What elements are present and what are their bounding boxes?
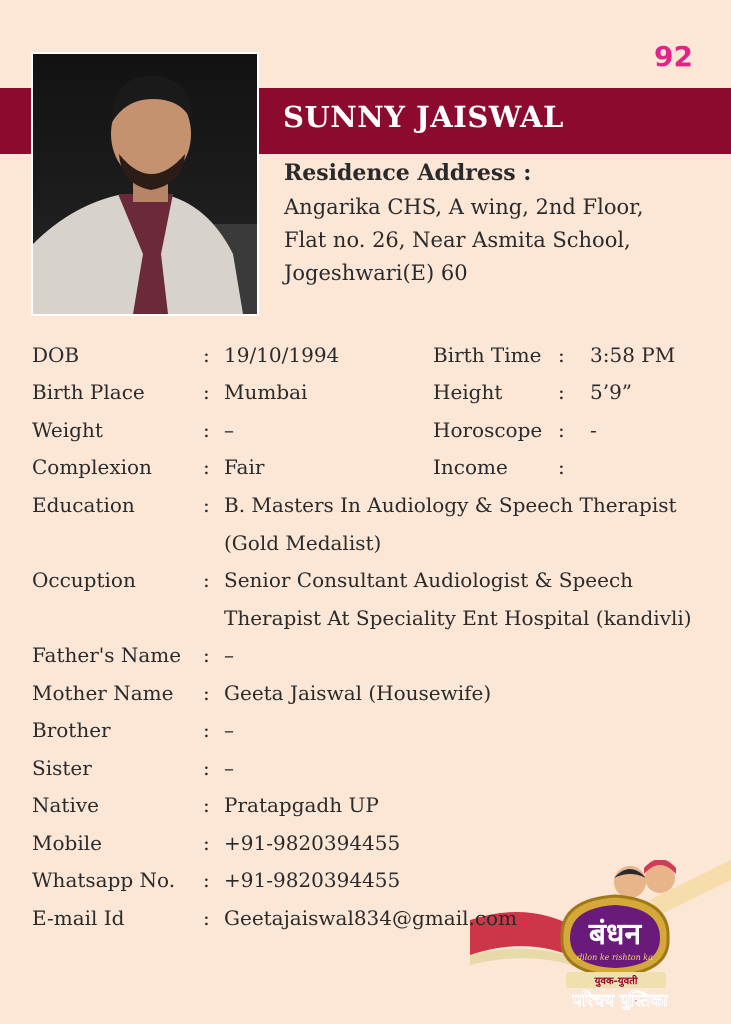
email-label: E-mail Id	[32, 906, 125, 930]
email-value: Geetajaiswal834@gmail.com	[224, 906, 518, 930]
weight-label: Weight	[32, 418, 103, 442]
colon: :	[203, 831, 210, 855]
occupation-value-line2: Therapist At Speciality Ent Hospital (kandivli)	[224, 606, 692, 630]
sister-value: –	[224, 756, 234, 780]
birth-place-label: Birth Place	[32, 380, 145, 404]
colon: :	[203, 906, 210, 930]
colon: :	[203, 681, 210, 705]
whatsapp-label: Whatsapp No.	[32, 868, 176, 892]
weight-value: –	[224, 418, 234, 442]
colon: :	[558, 455, 565, 479]
colon: :	[203, 718, 210, 742]
logo-caption: परिचय पुस्तिका	[572, 991, 668, 1010]
birth-place-value: Mumbai	[224, 380, 308, 404]
profile-photo	[31, 52, 259, 316]
colon: :	[203, 455, 210, 479]
bandhan-logo	[470, 860, 731, 1010]
occupation-value: Senior Consultant Audiologist & Speech	[224, 568, 634, 592]
logo-tagline: dilon ke rishton ka	[577, 953, 653, 962]
education-value-line2: (Gold Medalist)	[224, 531, 382, 555]
education-label: Education	[32, 493, 135, 517]
horoscope-label: Horoscope	[433, 418, 543, 442]
colon: :	[558, 380, 565, 404]
father-name-value: –	[224, 643, 234, 667]
native-value: Pratapgadh UP	[224, 793, 379, 817]
colon: :	[203, 343, 210, 367]
occupation-label: Occuption	[32, 568, 136, 592]
colon: :	[558, 343, 565, 367]
horoscope-value: -	[590, 418, 597, 442]
father-name-label: Father's Name	[32, 643, 182, 667]
dob-label: DOB	[32, 343, 80, 367]
logo-subtitle: युवक-युवती	[594, 976, 638, 987]
colon: :	[203, 418, 210, 442]
birth-time-value: 3:58 PM	[590, 343, 676, 367]
brother-value: –	[224, 718, 234, 742]
mobile-label: Mobile	[32, 831, 102, 855]
whatsapp-value: +91-9820394455	[224, 868, 401, 892]
page-number: 92	[654, 40, 693, 73]
colon: :	[203, 793, 210, 817]
income-label: Income	[433, 455, 508, 479]
mobile-value: +91-9820394455	[224, 831, 401, 855]
height-label: Height	[433, 380, 503, 404]
logo-title: बंधन	[588, 917, 642, 952]
colon: :	[203, 493, 210, 517]
dob-value: 19/10/1994	[224, 343, 340, 367]
brother-label: Brother	[32, 718, 111, 742]
native-label: Native	[32, 793, 99, 817]
address-line: Angarika CHS, A wing, 2nd Floor,	[284, 195, 644, 219]
address-line: Flat no. 26, Near Asmita School,	[284, 228, 631, 252]
education-value: B. Masters In Audiology & Speech Therapist	[224, 493, 677, 517]
sister-label: Sister	[32, 756, 92, 780]
profile-name: SUNNY JAISWAL	[283, 100, 564, 134]
mother-name-label: Mother Name	[32, 681, 174, 705]
colon: :	[203, 868, 210, 892]
complexion-value: Fair	[224, 455, 265, 479]
height-value: 5’9”	[590, 380, 633, 404]
colon: :	[203, 756, 210, 780]
colon: :	[203, 380, 210, 404]
address-label: Residence Address :	[284, 160, 532, 186]
address-line: Jogeshwari(E) 60	[284, 261, 468, 285]
colon: :	[558, 418, 565, 442]
mother-name-value: Geeta Jaiswal (Housewife)	[224, 681, 492, 705]
complexion-label: Complexion	[32, 455, 152, 479]
colon: :	[203, 643, 210, 667]
colon: :	[203, 568, 210, 592]
birth-time-label: Birth Time	[433, 343, 542, 367]
